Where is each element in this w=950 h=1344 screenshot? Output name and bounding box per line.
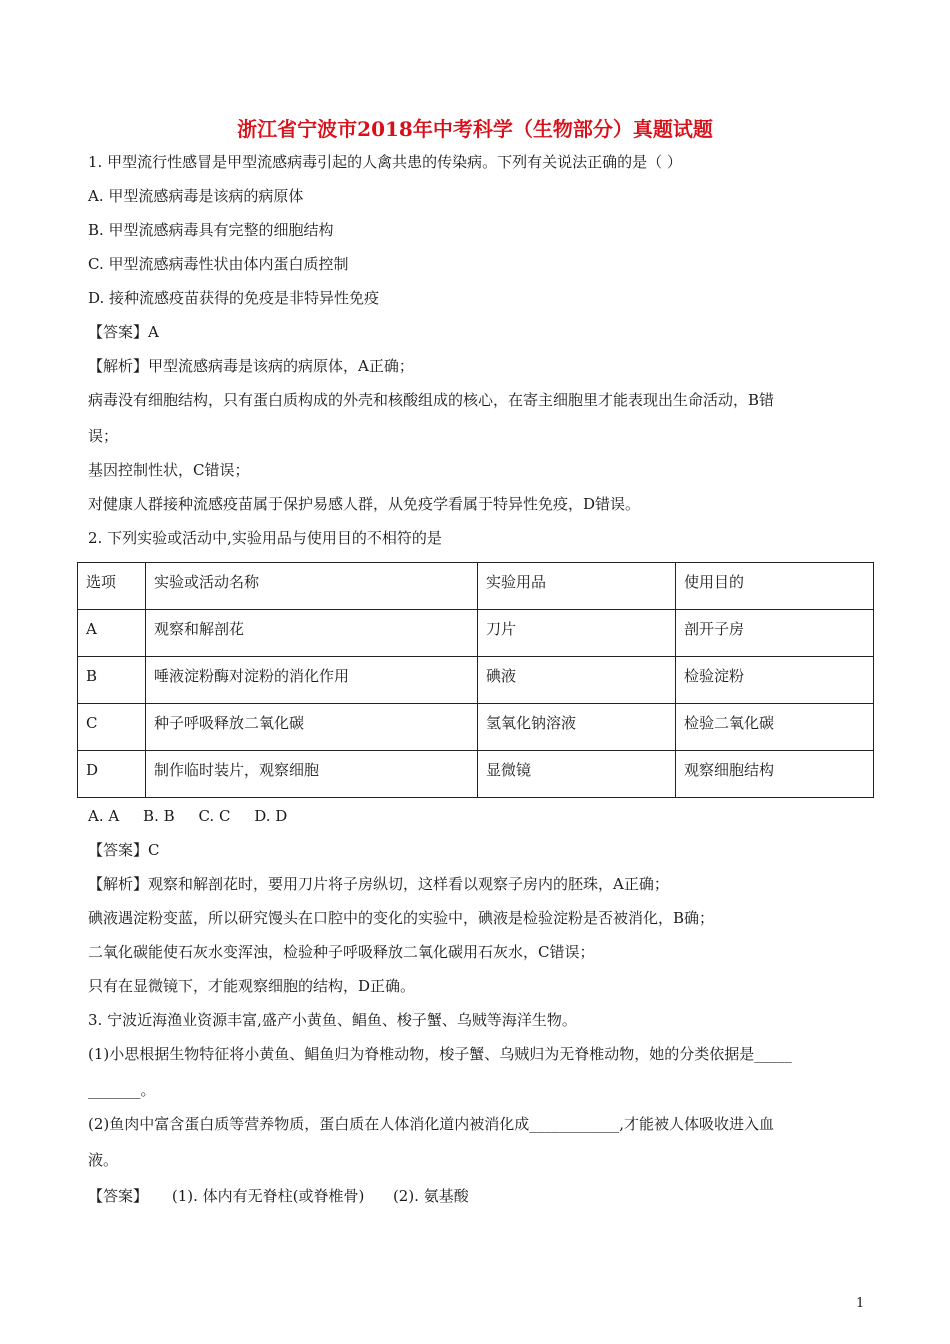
table-cell: 剖开子房 <box>676 610 874 657</box>
question-1-option-a: A. 甲型流感病毒是该病的病原体 <box>88 187 304 205</box>
page-number: 1 <box>856 1296 865 1311</box>
table-cell: D <box>78 751 146 798</box>
question-3-stem: 3. 宁波近海渔业资源丰富,盛产小黄鱼、鲳鱼、梭子蟹、乌贼等海洋生物。 <box>88 1011 577 1029</box>
question-1-analysis-line: 【解析】甲型流感病毒是该病的病原体，A正确； <box>88 357 414 375</box>
table-cell: 观察和解剖花 <box>146 610 478 657</box>
table-cell: 观察细胞结构 <box>676 751 874 798</box>
table-row <box>78 657 874 704</box>
table-cell: A <box>78 610 146 657</box>
table-cell: 碘液 <box>478 657 676 704</box>
table-cell: 刀片 <box>478 610 676 657</box>
question-3-part-2-end: 液。 <box>88 1151 119 1169</box>
table-header-cell: 选项 <box>78 563 146 610</box>
question-1-answer: 【答案】A <box>88 323 159 341</box>
table-cell: 显微镜 <box>478 751 676 798</box>
table-header-cell: 实验用品 <box>478 563 676 610</box>
question-2-analysis-line: 只有在显微镜下，才能观察细胞的结构，D正确。 <box>88 977 416 995</box>
question-1-analysis-line: 对健康人群接种流感疫苗属于保护易感人群，从免疫学看属于特异性免疫，D错误。 <box>88 495 641 513</box>
question-2-choices: A. A B. B C. C D. D <box>88 807 288 825</box>
table-header-row <box>78 563 874 610</box>
table-cell: 唾液淀粉酶对淀粉的消化作用 <box>146 657 478 704</box>
table-row <box>78 610 874 657</box>
document-title: 浙江省宁波市2018年中考科学（生物部分）真题试题 <box>237 117 713 141</box>
question-1-analysis-line: 病毒没有细胞结构，只有蛋白质构成的外壳和核酸组成的核心，在寄主细胞里才能表现出生命活动，B错 <box>88 391 775 409</box>
table-cell: B <box>78 657 146 704</box>
question-3-answer: 【答案】 (1). 体内有无脊柱(或脊椎骨) (2). 氨基酸 <box>88 1187 469 1205</box>
experiment-table <box>77 562 874 798</box>
table-header-cell: 实验或活动名称 <box>146 563 478 610</box>
question-2-answer: 【答案】C <box>88 841 160 859</box>
question-1-analysis-line: 误； <box>88 427 119 445</box>
question-2-stem: 2. 下列实验或活动中,实验用品与使用目的不相符的是 <box>88 529 442 547</box>
question-3-part-1-blank: _______。 <box>88 1081 156 1099</box>
table-row <box>78 751 874 798</box>
question-1-option-b: B. 甲型流感病毒具有完整的细胞结构 <box>88 221 334 239</box>
table-cell: 检验二氧化碳 <box>676 704 874 751</box>
table-cell: 制作临时装片，观察细胞 <box>146 751 478 798</box>
question-3-part-2: (2)鱼肉中富含蛋白质等营养物质，蛋白质在人体消化道内被消化成____________,才能被人体吸收进入血 <box>88 1115 775 1133</box>
table-cell: 氢氧化钠溶液 <box>478 704 676 751</box>
question-2-analysis-line: 【解析】观察和解剖花时，要用刀片将子房纵切，这样看以观察子房内的胚珠，A正确； <box>88 875 669 893</box>
table-cell: 种子呼吸释放二氧化碳 <box>146 704 478 751</box>
question-2-analysis-line: 二氧化碳能使石灰水变浑浊，检验种子呼吸释放二氧化碳用石灰水，C错误； <box>88 943 595 961</box>
table-row <box>78 704 874 751</box>
table-cell: 检验淀粉 <box>676 657 874 704</box>
table-header-cell: 使用目的 <box>676 563 874 610</box>
table-cell: C <box>78 704 146 751</box>
question-2-analysis-line: 碘液遇淀粉变蓝，所以研究馒头在口腔中的变化的实验中，碘液是检验淀粉是否被消化，B确； <box>88 909 715 927</box>
question-3-part-1: (1)小思根据生物特征将小黄鱼、鲳鱼归为脊椎动物，梭子蟹、乌贼归为无脊椎动物，她的分类依据是_____ <box>88 1045 792 1063</box>
question-1-stem: 1. 甲型流行性感冒是甲型流感病毒引起的人禽共患的传染病。下列有关说法正确的是（ ） <box>88 153 682 171</box>
question-1-option-d: D. 接种流感疫苗获得的免疫是非特异性免疫 <box>88 289 380 307</box>
question-1-analysis-line: 基因控制性状，C错误； <box>88 461 250 479</box>
question-1-option-c: C. 甲型流感病毒性状由体内蛋白质控制 <box>88 255 349 273</box>
